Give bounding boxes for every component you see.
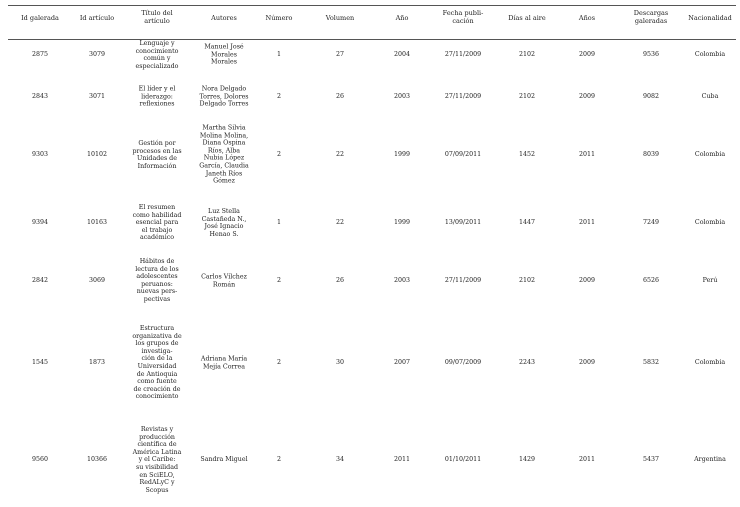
- cell-anio: 1999: [393, 151, 411, 159]
- cell-numero: 1: [276, 51, 282, 59]
- cell-id-articulo: 10102: [86, 151, 108, 159]
- cell-anios: 2009: [578, 93, 596, 101]
- cell-anios: 2009: [578, 359, 596, 367]
- cell-titulo: [135, 258, 178, 304]
- header-line: Nacionalidad: [688, 14, 732, 22]
- cell-line: de Antioquia: [136, 370, 178, 378]
- cell-line: América Latina: [132, 448, 182, 456]
- cell-dias: 1452: [518, 151, 536, 159]
- cell-descargas: 6526: [642, 277, 660, 285]
- header-line: Días al aire: [508, 14, 546, 22]
- cell-line: el trabajo: [141, 226, 173, 234]
- cell-anios: 2011: [578, 219, 596, 227]
- header-line: Id galerada: [21, 14, 59, 22]
- cell-fecha: 09/07/2009: [444, 359, 482, 367]
- cell-titulo: [133, 426, 182, 494]
- cell-fecha: 27/11/2009: [444, 51, 482, 59]
- cell-nacionalidad: Colombia: [694, 151, 726, 159]
- cell-id-galerada: 2875: [31, 51, 49, 59]
- header-titulo: [141, 10, 172, 26]
- cell-line: lectura de los: [135, 265, 179, 273]
- header-volumen: [326, 15, 354, 23]
- cell-volumen: 26: [335, 93, 345, 101]
- cell-line: Henao S.: [209, 230, 239, 238]
- cell-line: peruanos:: [141, 281, 173, 288]
- cell-anio: 2004: [393, 51, 411, 59]
- cell-line: investiga-: [141, 347, 173, 355]
- cell-dias: 2102: [518, 277, 536, 285]
- header-nacionalidad: [688, 15, 732, 23]
- cell-fecha: 01/10/2011: [444, 456, 482, 464]
- cell-titulo: [139, 86, 176, 109]
- cell-autores: [199, 86, 248, 109]
- cell-line: académico: [139, 234, 175, 242]
- cell-anios: 2011: [578, 151, 596, 159]
- cell-titulo: [132, 325, 181, 401]
- header-line: Número: [265, 14, 293, 22]
- cell-line: Sandra Miguel: [200, 456, 248, 464]
- cell-volumen: 22: [335, 151, 345, 159]
- header-line: Id artículo: [79, 14, 115, 22]
- cell-line: conocimiento: [135, 47, 179, 55]
- cell-nacionalidad: Perú: [702, 277, 718, 285]
- cell-line: Universidad: [137, 363, 177, 370]
- cell-line: Hábitos de: [139, 258, 175, 266]
- cell-descargas: 8039: [642, 151, 660, 159]
- cell-line: ción de la: [141, 355, 173, 363]
- header-line: Volumen: [325, 14, 355, 22]
- cell-dias: 2102: [518, 93, 536, 101]
- cell-descargas: 5437: [642, 456, 660, 464]
- header-anio: [396, 15, 409, 23]
- cell-line: Estructura: [139, 325, 175, 333]
- cell-id-articulo: 3069: [88, 277, 106, 285]
- header-line: Año: [395, 14, 409, 22]
- cell-line: conocimiento: [135, 393, 179, 401]
- header-line: cación: [452, 16, 474, 25]
- header-line: Título del: [141, 9, 173, 17]
- header-descargas: [634, 10, 668, 26]
- cell-line: en SciELO,: [139, 471, 175, 479]
- cell-titulo: [136, 40, 179, 70]
- cell-line: Información: [137, 162, 177, 170]
- header-line: Descargas: [633, 9, 669, 17]
- cell-line: Carlos Vílchez: [201, 273, 247, 281]
- cell-line: especializado: [135, 62, 179, 70]
- cell-line: los grupos de: [135, 340, 179, 348]
- cell-numero: 2: [276, 93, 282, 101]
- cell-titulo: [133, 204, 182, 242]
- cell-descargas: 7249: [642, 219, 660, 227]
- cell-titulo: [132, 140, 181, 170]
- cell-numero: 1: [276, 219, 282, 227]
- cell-volumen: 26: [335, 277, 345, 285]
- cell-line: Manuel José: [204, 43, 244, 51]
- cell-fecha: 13/09/2011: [444, 219, 482, 227]
- cell-line: García, Claudia: [199, 162, 249, 170]
- cell-line: su visibilidad: [136, 463, 178, 471]
- cell-id-articulo: 10366: [86, 456, 108, 464]
- cell-dias: 2243: [518, 359, 536, 367]
- cell-autores: [204, 44, 243, 67]
- cell-anios: 2009: [578, 51, 596, 59]
- cell-line: Gestión por: [138, 139, 176, 147]
- header-dias: [508, 15, 546, 23]
- cell-line: Adriana María: [200, 355, 248, 363]
- cell-volumen: 34: [335, 456, 345, 464]
- cell-descargas: 9536: [642, 51, 660, 59]
- cell-numero: 2: [276, 277, 282, 285]
- cell-id-articulo: 10163: [86, 219, 108, 227]
- cell-id-galerada: 9303: [31, 151, 49, 159]
- header-id-articulo: [80, 15, 114, 23]
- cell-volumen: 22: [335, 219, 345, 227]
- cell-line: pectivas: [143, 296, 171, 304]
- cell-id-galerada: 1545: [31, 359, 49, 367]
- cell-nacionalidad: Argentina: [694, 456, 726, 464]
- cell-anio: 1999: [393, 219, 411, 227]
- cell-fecha: 27/11/2009: [444, 277, 482, 285]
- cell-id-galerada: 9560: [31, 456, 49, 464]
- cell-line: Mejía Correa: [202, 363, 245, 370]
- cell-nacionalidad: Colombia: [694, 51, 726, 59]
- cell-numero: 2: [276, 151, 282, 159]
- header-line: Fecha publi-: [442, 9, 484, 17]
- cell-id-galerada: 9394: [31, 219, 49, 227]
- cell-autores: [199, 125, 249, 186]
- cell-line: nuevas pers-: [136, 288, 178, 296]
- cell-volumen: 27: [335, 51, 345, 59]
- cell-descargas: 9082: [642, 93, 660, 101]
- cell-line: Castañeda N.,: [201, 215, 247, 223]
- cell-line: Ríos, Alba: [207, 147, 241, 155]
- cell-line: Janeth Ríos: [205, 170, 243, 178]
- cell-anio: 2007: [393, 359, 411, 367]
- cell-id-articulo: 3079: [88, 51, 106, 59]
- cell-dias: 1429: [518, 456, 536, 464]
- header-line: galeradas: [634, 16, 668, 25]
- header-line: Autores: [211, 14, 237, 22]
- cell-id-articulo: 1873: [88, 359, 106, 367]
- cell-line: Morales: [211, 51, 237, 59]
- header-anios: [579, 15, 595, 23]
- cell-line: Morales: [211, 58, 237, 66]
- cell-line: El líder y el: [138, 85, 176, 93]
- cell-id-articulo: 3071: [88, 93, 106, 101]
- cell-line: organizativa de: [132, 332, 182, 340]
- cell-line: Molina Molina,: [199, 132, 249, 140]
- cell-numero: 2: [276, 359, 282, 367]
- cell-line: Nora Delgado: [201, 85, 247, 93]
- header-id-galerada: [21, 15, 59, 23]
- cell-line: Luz Stella: [208, 207, 240, 215]
- cell-autores: [200, 456, 247, 464]
- cell-line: y el Caribe:: [138, 456, 176, 464]
- cell-line: producción: [139, 433, 175, 441]
- cell-line: científica de: [137, 441, 177, 449]
- cell-line: procesos en las: [132, 147, 182, 155]
- cell-line: Lenguaje y: [139, 39, 175, 47]
- cell-fecha: 27/11/2009: [444, 93, 482, 101]
- cell-anio: 2003: [393, 93, 411, 101]
- cell-line: Revistas y: [140, 425, 174, 433]
- cell-line: Delgado Torres: [199, 100, 249, 108]
- cell-nacionalidad: Colombia: [694, 219, 726, 227]
- header-bottom-rule: [8, 39, 736, 40]
- header-numero: [266, 15, 293, 23]
- cell-autores: [201, 273, 247, 288]
- cell-numero: 2: [276, 456, 282, 464]
- cell-line: RedALyC y: [139, 478, 175, 486]
- cell-line: Gómez: [213, 177, 235, 185]
- cell-dias: 1447: [518, 219, 536, 227]
- cell-line: de creación de: [133, 385, 181, 393]
- header-line: Años: [578, 14, 596, 22]
- cell-line: adolescentes: [136, 273, 178, 281]
- cell-line: Diana Ospina: [202, 139, 246, 147]
- cell-line: liderazgo:: [141, 93, 173, 101]
- cell-line: Scopus: [145, 486, 169, 494]
- cell-anios: 2009: [578, 277, 596, 285]
- cell-line: como habilidad: [132, 211, 182, 219]
- header-autores: [211, 15, 237, 23]
- cell-descargas: 5832: [642, 359, 660, 367]
- cell-line: Nubia López: [203, 155, 245, 162]
- cell-line: Martha Silvia: [202, 124, 246, 132]
- cell-line: común y: [143, 55, 171, 62]
- header-line: artículo: [144, 16, 170, 25]
- cell-line: Unidades de: [137, 155, 177, 162]
- cell-line: esencial para: [135, 219, 179, 227]
- cell-anio: 2003: [393, 277, 411, 285]
- cell-volumen: 30: [335, 359, 345, 367]
- cell-autores: [202, 208, 247, 238]
- cell-fecha: 07/09/2011: [444, 151, 482, 159]
- cell-anio: 2011: [393, 456, 411, 464]
- cell-line: Román: [212, 281, 236, 288]
- cell-dias: 2102: [518, 51, 536, 59]
- table-top-rule: [8, 5, 736, 6]
- cell-line: reflexiones: [139, 100, 175, 108]
- cell-autores: [201, 355, 247, 370]
- cell-nacionalidad: Cuba: [701, 93, 719, 101]
- cell-line: El resumen: [138, 204, 176, 212]
- cell-line: como fuente: [137, 378, 177, 386]
- cell-anios: 2011: [578, 456, 596, 464]
- header-fecha: [443, 10, 484, 26]
- cell-line: Torres, Dolores: [199, 93, 249, 101]
- cell-nacionalidad: Colombia: [694, 359, 726, 367]
- cell-id-galerada: 2842: [31, 277, 49, 285]
- cell-id-galerada: 2843: [31, 93, 49, 101]
- cell-line: José Ignacio: [204, 223, 244, 230]
